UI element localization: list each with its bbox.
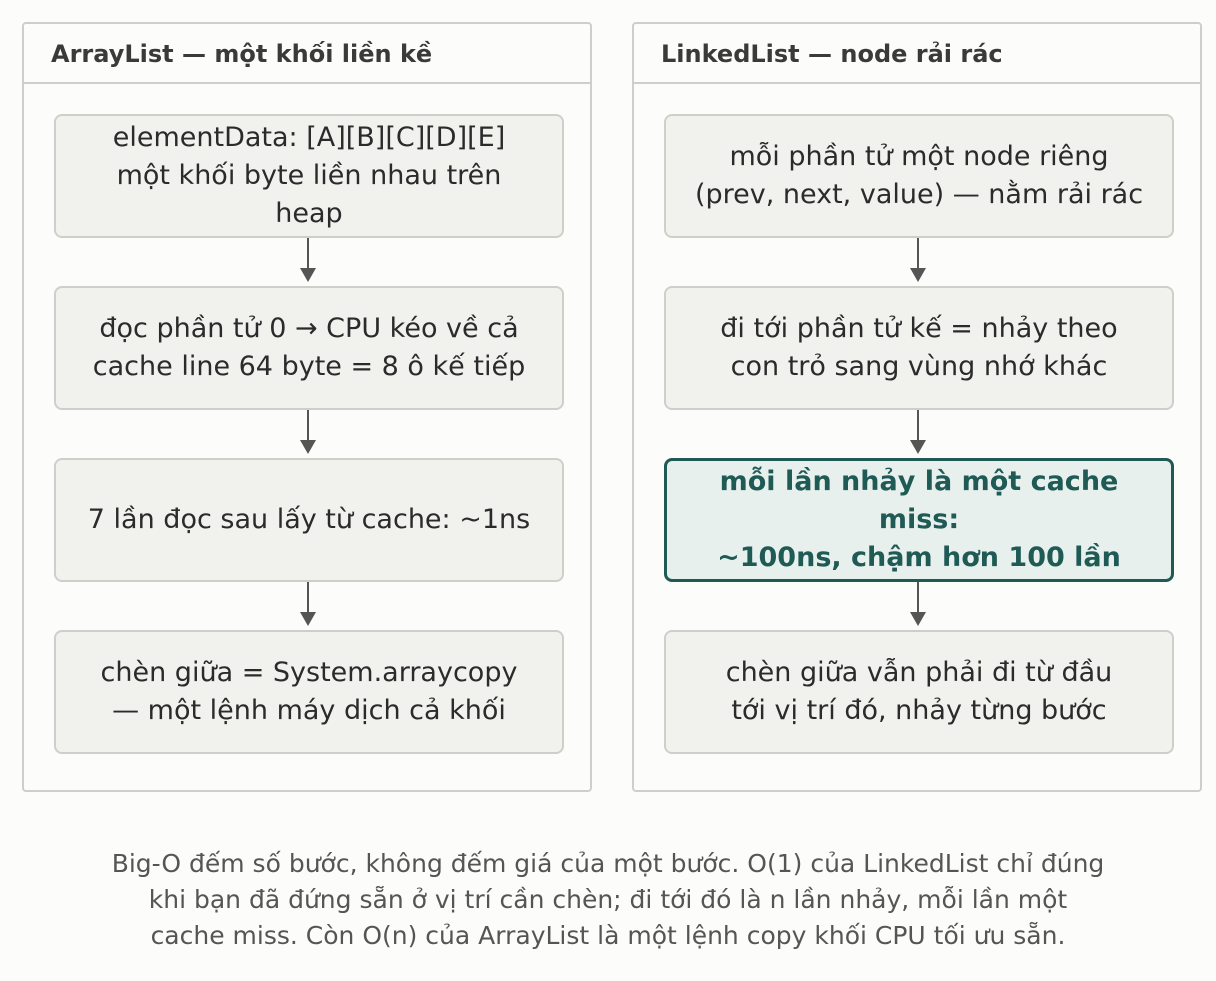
arraylist-step-2 xyxy=(54,286,564,410)
linkedlist-step-2 xyxy=(664,286,1174,410)
linkedlist-step-1-text: mỗi phần tử một node riêng (prev, next, value) — nằm rải rác xyxy=(694,141,1144,210)
linkedlist-step-2-text: đi tới phần tử kế = nhảy theo con trỏ sang vùng nhớ khác xyxy=(720,313,1118,382)
arrow-down-icon xyxy=(307,582,311,628)
arrow-down-icon xyxy=(307,410,311,456)
linkedlist-step-3-highlight xyxy=(664,458,1174,582)
arraylist-step-3 xyxy=(54,458,564,582)
linkedlist-step-3-text: mỗi lần nhảy là một cache miss: ~100ns, chậm hơn 100 lần xyxy=(717,466,1121,573)
arraylist-step-4 xyxy=(54,630,564,754)
linkedlist-panel-title: LinkedList — node rải rác xyxy=(634,24,1200,84)
caption: Big-O đếm số bước, không đếm giá của một bước. O(1) của LinkedList chỉ đúng khi bạn đã đứng sẵn ở vị trí cần chèn; đi tới đó là n lần nhảy, mỗi lần một cache miss. Còn O(n) của ArrayList là một lệnh copy khối CPU tối ưu sẵn. xyxy=(111,849,1105,950)
arrow-down-icon xyxy=(307,238,311,284)
arraylist-step-3-text: 7 lần đọc sau lấy từ cache: ~1ns xyxy=(87,504,531,535)
arrow-down-icon xyxy=(917,582,921,628)
arraylist-panel xyxy=(22,22,592,792)
arrow-down-icon xyxy=(917,238,921,284)
linkedlist-step-4 xyxy=(664,630,1174,754)
linkedlist-step-4-text: chèn giữa vẫn phải đi từ đầu tới vị trí đó, nhảy từng bước xyxy=(725,657,1113,726)
arraylist-step-1-text: elementData: [A][B][C][D][E] một khối byte liền nhau trên heap xyxy=(112,122,506,229)
linkedlist-step-1 xyxy=(664,114,1174,238)
linkedlist-panel xyxy=(632,22,1202,792)
arraylist-step-1 xyxy=(54,114,564,238)
arrow-down-icon xyxy=(917,410,921,456)
arraylist-step-2-text: đọc phần tử 0 → CPU kéo về cả cache line 64 byte = 8 ô kế tiếp xyxy=(92,313,526,382)
arraylist-panel-title: ArrayList — một khối liền kề xyxy=(24,24,590,84)
arraylist-step-4-text: chèn giữa = System.arraycopy — một lệnh máy dịch cả khối xyxy=(100,657,518,726)
